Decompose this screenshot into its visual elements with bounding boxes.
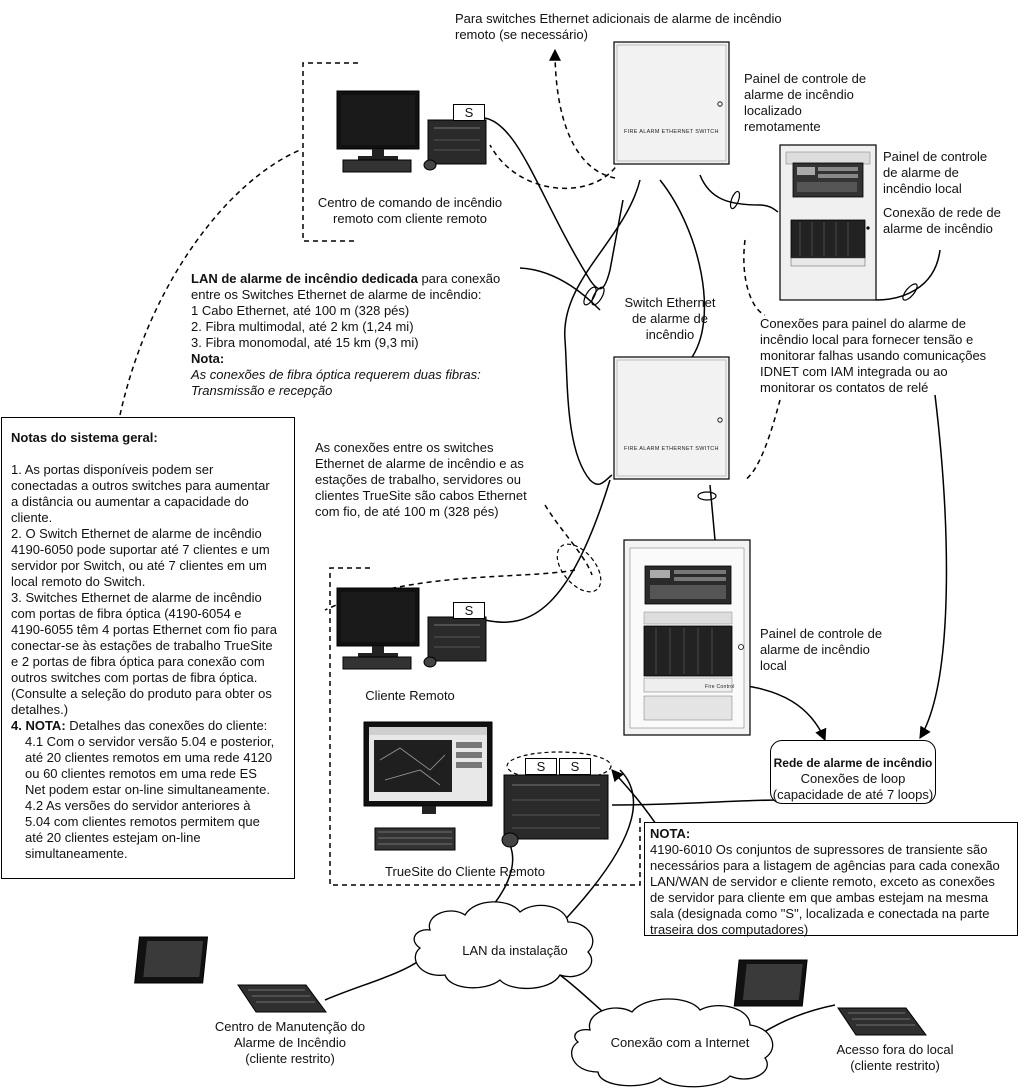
nota-title: NOTA: [650, 826, 691, 841]
dashed-arrow-additional-switches [555, 50, 615, 178]
lower-ethernet-switch [614, 357, 729, 479]
cable-panel-to-network [740, 685, 825, 740]
panel-brand: Fire Control [705, 684, 735, 690]
lan-cloud-label: LAN da instalação [462, 943, 568, 958]
s-label-command: S [453, 104, 485, 121]
remote-panel-label: Painel de controle de alarme de incêndio localizado remotamente [744, 71, 867, 134]
cable-connections-to-network [920, 395, 946, 738]
network-box-title: Rede de alarme de incêndio [773, 756, 933, 770]
truesite-label: TrueSite do Cliente Remoto [385, 864, 545, 879]
network-box-line2: (capacidade de até 7 loops) [772, 787, 934, 802]
offsite-laptop [734, 960, 926, 1035]
s-label-truesite-2: S [559, 758, 591, 775]
dedicated-lan-text: LAN de alarme de incêndio dedicada para conexão entre os Switches Ethernet de alarme de incêndio: 1 Cabo Ethernet, até 100 m (328 pés) 2. Fibra multimodal, até 2 km (1,24 mi) 3. Fibra monomodal, até 15 km (9,3 mi) Nota: As conexões de fibra óptica requerem duas fibras: Transmissão e recepção [191, 271, 501, 398]
connections-note: Conexões para painel do alarme de incêndio local para fornecer tensão e monitorar falhas usando comunicações IDNET com IAM integrada ou ao monitorar os contatos de relé [760, 316, 987, 395]
s-label-remote-client: S [453, 602, 485, 619]
large-local-fire-panel [624, 540, 750, 735]
small-local-fire-panel [780, 145, 876, 300]
ethernet-connections-note: As conexões entre os switches Ethernet de alarme de incêndio e as estações de trabalho, servidores ou clientes TrueSite são cabos Ethernet com fio, de até 100 m (328 pés) [315, 440, 527, 519]
maintenance-laptop [135, 937, 326, 1012]
dashed-link-switch-to-command [490, 145, 620, 188]
truesite-workstation [364, 722, 608, 850]
cable-to-truesite-s [612, 770, 660, 830]
upper-switch-text: FIRE ALARM ETHERNET SWITCH [624, 129, 719, 135]
maintenance-center-label: Centro de Manutenção do Alarme de Incêndio (cliente restrito) [214, 1019, 366, 1066]
upper-ethernet-switch [614, 42, 729, 164]
s-label-truesite-1: S [525, 758, 557, 775]
remote-command-center-label: Centro de comando de incêndio remoto com cliente remoto [317, 195, 503, 226]
nota-box: NOTA: 4190-6010 Os conjuntos de supressores de transiente são necessários para a listagem de agências para cada conexão LAN/WAN de servidor e cliente remoto, exceto as conexões de servidor para cliente em que ambas estejam na mesma sala (designada como "S", localizada e conectada na parte traseira dos computadores) [644, 822, 1018, 936]
system-notes-title: Notas do sistema geral: [11, 430, 158, 445]
remote-client-label: Cliente Remoto [365, 688, 455, 703]
lower-switch-text: FIRE ALARM ETHERNET SWITCH [624, 446, 719, 452]
internet-cloud-label: Conexão com a Internet [610, 1035, 750, 1050]
cable-laptop-lan [325, 960, 420, 1000]
remote-client-computer [337, 588, 486, 669]
network-box-line1: Conexões de loop [800, 771, 906, 786]
additional-switches-note: Para switches Ethernet adicionais de alarme de incêndio remoto (se necessário) [455, 11, 782, 42]
local-panel-label: Painel de controle de alarme de incêndio local [760, 626, 883, 673]
system-notes-box: Notas do sistema geral: 1. As portas disponíveis podem ser conectadas a outros switches para aumentar a distância ou aumentar a capacidade do cliente. 2. O Switch Ethernet de alarme de incêndio 4190-6050 pode suportar até 7 clientes e um servidor por Switch, ou até 7 clientes em um local remoto do Switch. 3. Switches Ethernet de alarme de incêndio com portas de fibra óptica (4190-6054 e 4190-6055 têm 4 portas Ethernet com fio para conectar-se às estações de trabalho TrueSite e 2 portas de fibra óptica para conexão com outros switches com portas de fibra óptica. (Consulte a seleção do produto para obter os detalhes.) 4. NOTA: Detalhes das conexões do cliente: 4.1 Com o servidor versão 5.04 e posterior, até 20 clientes remotos em uma rede 4120 ou 60 clientes remotos em uma rede ES Net podem estar on-line simultaneamente. 4.2 As versões do servidor anteriores à 5.04 com clientes remotos permitem que até 20 clientes estejam on-line simultaneamente. [1, 417, 295, 879]
dashed-link-ethernet-note [545, 505, 592, 575]
cable-network-to-server [612, 800, 780, 805]
local-panel-top-label: Painel de controle de alarme de incêndio local [883, 149, 988, 196]
dashed-link-lower-switch [745, 400, 780, 480]
offsite-access-label: Acesso fora do local (cliente restrito) [836, 1042, 954, 1073]
cable-local-network-loop [876, 250, 940, 300]
network-connection-label: Conexão de rede de alarme de incêndio [883, 205, 1001, 236]
fire-alarm-network-box [770, 740, 936, 804]
switch-label: Switch Ethernet de alarme de incêndio [624, 295, 716, 342]
dashed-link-connections-note [744, 240, 765, 315]
